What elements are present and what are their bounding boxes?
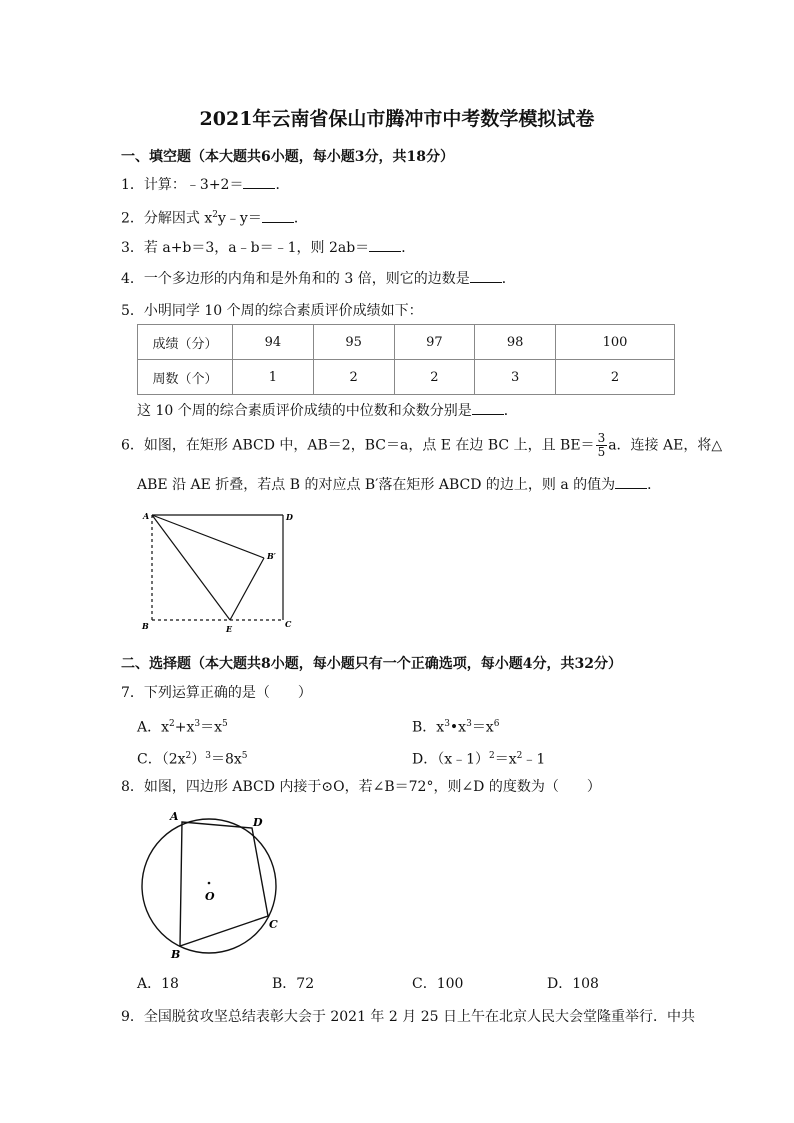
question-7-option-c xyxy=(137,747,248,769)
table-row xyxy=(138,325,675,360)
question-4-text: 4．一个多边形的内角和是外角和的 3 倍，则它的边数是 xyxy=(121,271,470,287)
label-c: C xyxy=(285,619,292,629)
option-sup: 3 xyxy=(444,719,450,729)
option-sup: 2 xyxy=(516,751,523,761)
option-text: A．x xyxy=(137,719,170,736)
question-1-end: ． xyxy=(275,177,290,193)
option-sup: 5 xyxy=(241,751,248,761)
option-sup: 6 xyxy=(493,719,500,729)
question-2-text: 2．分解因式 x xyxy=(121,210,213,227)
question-8-option-c: C．100 xyxy=(412,976,464,992)
table-cell: 94 xyxy=(233,325,314,360)
page-title: 2021年云南省保山市腾冲市中考数学模拟试卷 xyxy=(199,108,595,130)
question-2-mid: y﹣y＝ xyxy=(218,210,262,227)
question-8-option-d: D．108 xyxy=(547,976,599,992)
question-5-followup-text: 这 10 个周的综合素质评价成绩的中位数和众数分别是 xyxy=(137,403,472,419)
circle-quadrilateral-figure xyxy=(136,806,286,966)
segment-b-prime-e xyxy=(230,558,264,620)
answer-blank xyxy=(470,270,502,283)
table-cell: 3 xyxy=(475,360,556,395)
score-table xyxy=(137,324,675,395)
option-sup: 2 xyxy=(169,719,175,729)
answer-blank xyxy=(615,476,647,489)
option-text: ＝x xyxy=(471,719,494,736)
question-1-text: 1．计算：﹣3+2＝ xyxy=(121,177,244,193)
option-sup: 2 xyxy=(489,751,495,761)
fraction-numerator: 3 xyxy=(597,431,606,445)
question-2 xyxy=(121,206,308,228)
label-e: E xyxy=(226,624,233,634)
label-c: C xyxy=(269,918,278,931)
label-b: B xyxy=(171,948,181,961)
table-cell: 2 xyxy=(394,360,475,395)
option-text: ＝x xyxy=(494,751,517,768)
question-5: 5．小明同学 10 个周的综合素质评价成绩如下： xyxy=(121,303,423,319)
option-sup: 5 xyxy=(222,719,228,729)
option-sup: 3 xyxy=(466,719,472,729)
table-cell: 1 xyxy=(233,360,314,395)
option-sup: 2 xyxy=(185,751,192,761)
label-a: A xyxy=(143,511,150,521)
fold-line-ae xyxy=(152,515,230,620)
label-a: A xyxy=(170,810,179,823)
option-text: +x xyxy=(174,719,195,736)
question-1 xyxy=(121,176,289,194)
option-text: •x xyxy=(449,719,467,736)
question-8: 8．如图，四边形 ABCD 内接于⊙O，若∠B＝72°，则∠D 的度数为（ ） xyxy=(121,779,601,795)
section-heading-multiple-choice: 二、选择题（本大题共8小题，每小题只有一个正确选项，每小题4分，共32分） xyxy=(121,656,622,672)
question-2-end: ． xyxy=(293,210,308,227)
center-point xyxy=(208,882,211,885)
option-text: D．（x﹣1） xyxy=(412,751,490,768)
table-row xyxy=(138,360,675,395)
answer-blank xyxy=(472,402,504,415)
question-8-option-a: A．18 xyxy=(137,976,179,992)
circle-o xyxy=(142,819,276,953)
table-row-header: 成绩（分） xyxy=(138,325,233,360)
question-7: 7．下列运算正确的是（ ） xyxy=(121,685,312,701)
table-cell: 95 xyxy=(313,325,394,360)
question-5-followup xyxy=(137,402,518,420)
option-text: ＝8x xyxy=(210,751,242,768)
label-d: D xyxy=(253,816,263,829)
table-cell: 98 xyxy=(475,325,556,360)
question-6-text: 6．如图，在矩形 ABCD 中，AB＝2，BC＝a，点 E 在边 BC 上，且 BE＝ xyxy=(121,437,595,454)
label-o: O xyxy=(205,890,215,903)
quadrilateral-abcd xyxy=(180,822,268,946)
question-4 xyxy=(121,270,516,288)
question-2-sup: 2 xyxy=(212,210,218,220)
label-b-prime: B′ xyxy=(267,551,276,561)
label-b: B xyxy=(142,621,149,631)
question-4-end: ． xyxy=(501,271,516,287)
fraction xyxy=(596,432,608,459)
table-row-header: 周数（个） xyxy=(138,360,233,395)
answer-blank xyxy=(262,210,294,223)
question-6-line1 xyxy=(121,432,722,459)
question-7-option-a xyxy=(137,715,228,737)
question-6-end: ． xyxy=(647,477,662,493)
answer-blank xyxy=(243,176,275,189)
question-6-text-line2: ABE 沿 AE 折叠，若点 B 的对应点 B′落在矩形 ABCD 的边上，则 a 的值为 xyxy=(137,477,616,493)
question-3 xyxy=(121,239,415,257)
option-sup: 3 xyxy=(194,719,201,729)
answer-blank xyxy=(369,239,401,252)
question-3-end: ． xyxy=(401,240,416,256)
table-cell: 2 xyxy=(313,360,394,395)
question-6-text-cont: a．连接 AE，将△ xyxy=(608,437,723,454)
question-8-option-b: B．72 xyxy=(272,976,315,992)
question-6-line2 xyxy=(137,476,661,494)
question-7-option-d xyxy=(412,747,545,769)
option-text: C．（2x xyxy=(137,751,186,768)
option-text: ＝x xyxy=(200,719,223,736)
option-sup: 3 xyxy=(205,751,211,761)
table-cell: 2 xyxy=(556,360,675,395)
option-text: ﹣1 xyxy=(522,751,546,768)
segment-ab-prime xyxy=(152,515,264,558)
question-9: 9．全国脱贫攻坚总结表彰大会于 2021 年 2 月 25 日上午在北京人民大会堂隆重举行．中共 xyxy=(121,1009,695,1025)
question-7-option-b xyxy=(412,715,499,737)
question-3-text: 3．若 a+b＝3，a﹣b＝﹣1，则 2ab＝ xyxy=(121,240,370,256)
rectangle-fold-figure xyxy=(138,508,308,634)
label-d: D xyxy=(286,512,293,522)
section-heading-fill-blank: 一、填空题（本大题共6小题，每小题3分，共18分） xyxy=(121,149,454,165)
table-cell: 97 xyxy=(394,325,475,360)
question-5-end: ． xyxy=(503,403,518,419)
option-text: ） xyxy=(191,751,206,768)
fraction-denominator: 5 xyxy=(597,445,606,459)
table-cell: 100 xyxy=(556,325,675,360)
option-text: B．x xyxy=(412,719,445,736)
